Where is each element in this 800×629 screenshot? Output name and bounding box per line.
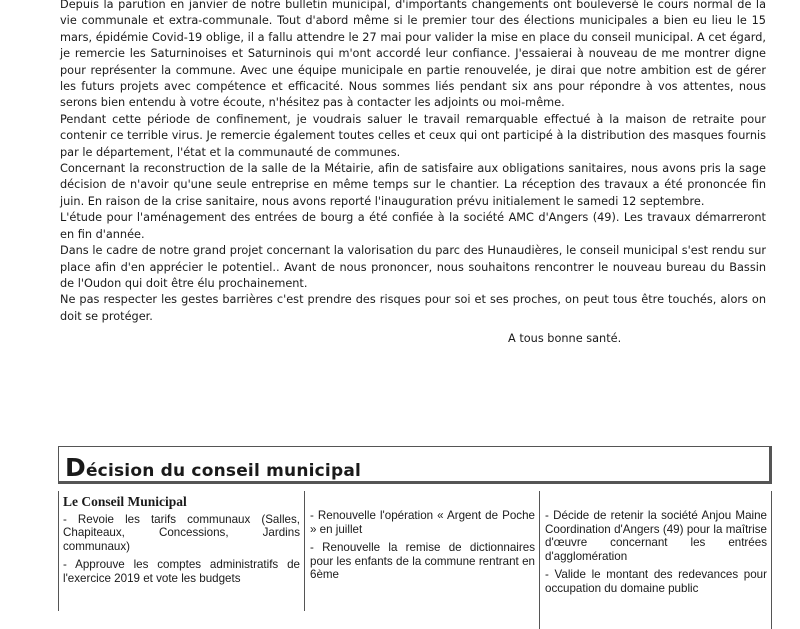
- section-title: [65, 453, 361, 482]
- letter-paragraph-1: Depuis la parution en janvier de notre bulletin municipal, d'importants changements ont bouleversé le cours normal de la vie communale et extra-communale. Tout d'abord même si le premier tour des élections municipales a bien eu lieu le 15 mars, épidémie Covid-19 oblige, il a fallu attendre le 27 mai pour valider la mise en place du conseil municipal. A cet égard, je remercie les Saturninoises et Saturninois qui m'ont accordé leur confiance. J'essaierai à nouveau de me montrer digne pour représenter la commune. Avec une équipe municipale en partie renouvelée, je dirai que notre ambition est de gérer les futurs projets avec compétence et efficacité. Nous sommes liés pendant six ans pour répondre à vos attentes, nous serons bien entendu à votre écoute, n'hésitez pas à contacter les adjoints ou moi-même.: [60, 0, 766, 110]
- letter-paragraph-2: Pendant cette période de confinement, je voudrais saluer le travail remarquable effectué à la maison de retraite pour contenir ce terrible virus. Je remercie également toutes celles et ceux qui ont participé à la distribution des masques fournis par le département, l'état et la communauté de communes.: [60, 112, 766, 159]
- letter-paragraph-5: Dans le cadre de notre grand projet concernant la valorisation du parc des Hunaudières, le conseil municipal s'est rendu sur place afin d'en apprécier le potentiel.. Avant de nous prononcer, nous souhaitons rencontrer le nouveau bureau du Bassin de l'Oudon qui doit être élu prochainement.: [60, 244, 766, 290]
- letter-paragraph-6: Ne pas respecter les gestes barrières c'est prendre des risques pour soi et ses proches, on peut tous être touchés, alors on doit se protéger.: [60, 293, 766, 323]
- decision-column-3: [541, 509, 772, 629]
- column-heading: Le Conseil Municipal: [63, 494, 187, 509]
- section-title-rest: écision du conseil municipal: [85, 461, 362, 481]
- list-item: - Approuve les comptes administratifs de l'exercice 2019 et vote les budgets: [63, 558, 300, 585]
- decision-column-1: [58, 491, 305, 611]
- list-item: - Renouvelle la remise de dictionnaires pour les enfants de la commune rentrant en 6ème: [310, 541, 535, 582]
- letter-paragraph-4: L'étude pour l'aménagement des entrées de bourg a été confiée à la société AMC d'Angers (49). Les travaux démarreront en fin d'année.: [60, 211, 766, 241]
- list-item: - Valide le montant des redevances pour occupation du domaine public: [545, 568, 767, 595]
- column-2-spacer: [306, 491, 540, 509]
- letter-paragraph-3: Concernant la reconstruction de la salle de la Métairie, afin de satisfaire aux obligations sanitaires, nous avons pris la sage décision de n'avoir qu'une seule entreprise en même temps sur le chantier. La réception des travaux a été prononcée fin juin. En raison de la crise sanitaire, nous avons reporté l'inauguration prévu initialement le samedi 12 septembre.: [60, 162, 766, 208]
- mayor-letter: [60, 0, 766, 348]
- column-3-spacer: [541, 491, 772, 509]
- list-item: - Décide de retenir la société Anjou Maine Coordination d'Angers (49) pour la maîtrise d'œuvre concernant les entrées d'agglomération: [545, 509, 767, 563]
- list-item: - Renouvelle l'opération « Argent de Poche » en juillet: [310, 509, 535, 536]
- letter-signoff: A tous bonne santé.: [508, 332, 622, 346]
- decision-column-2: [306, 509, 540, 629]
- section-title-initial: D: [65, 453, 86, 482]
- section-title-box: [58, 446, 772, 484]
- list-item: - Revoie les tarifs communaux (Salles, Chapiteaux, Concessions, Jardins communaux): [63, 512, 300, 553]
